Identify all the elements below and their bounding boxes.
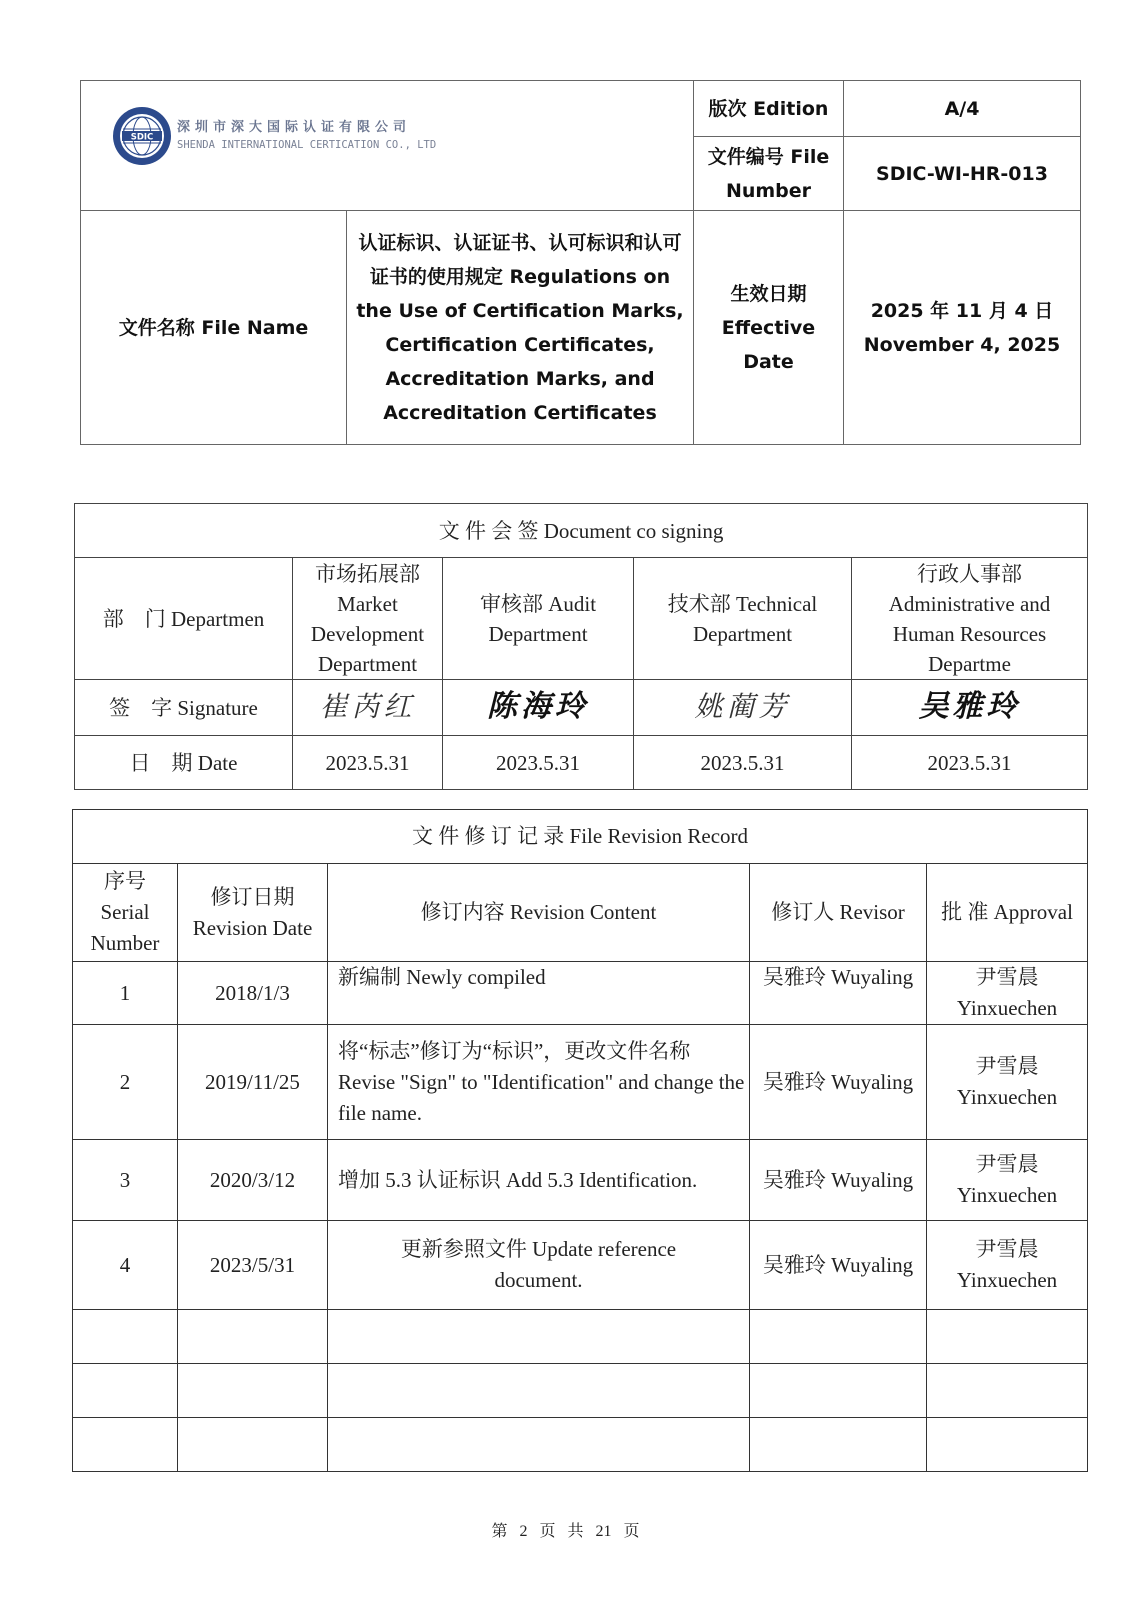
cell-serial	[73, 1364, 178, 1418]
cell-date	[178, 1310, 328, 1364]
table-row	[73, 1140, 1088, 1221]
cell-content: 更新参照文件 Update reference document.	[328, 1221, 750, 1310]
document-cosigning-table	[74, 503, 1088, 790]
company-name-en: SHENDA INTERNATIONAL CERTICATION CO., LTD	[177, 138, 437, 151]
cell-approval: 尹雪晨 Yinxuechen	[927, 1025, 1088, 1140]
effective-date-cn: 2025 年 11 月 4 日	[870, 299, 1054, 322]
revision-title: 文 件 修 订 记 录 File Revision Record	[73, 810, 1088, 864]
date-admin-hr: 2023.5.31	[852, 736, 1088, 790]
effective-date-value	[844, 211, 1081, 445]
header-revisor: 修订人 Revisor	[750, 864, 927, 962]
table-row	[73, 1221, 1088, 1310]
file-number-value: SDIC-WI-HR-013	[844, 137, 1081, 211]
cell-date: 2023/5/31	[178, 1221, 328, 1310]
cell-serial	[73, 1418, 178, 1472]
logo-text: SDIC	[130, 132, 154, 142]
cell-date: 2020/3/12	[178, 1140, 328, 1221]
cell-date: 2018/1/3	[178, 962, 328, 1025]
cell-serial: 2	[73, 1025, 178, 1140]
signature-audit	[443, 680, 634, 736]
header-serial: 序号 Serial Number	[73, 864, 178, 962]
cell-revisor	[750, 1310, 927, 1364]
signature-row-label: 签 字 Signature	[75, 680, 293, 736]
handwritten-signature: 陈海玲	[487, 688, 589, 724]
header-revision-content: 修订内容 Revision Content	[328, 864, 750, 962]
cell-revisor	[750, 1418, 927, 1472]
cell-revisor: 吴雅玲 Wuyaling	[750, 1025, 927, 1140]
table-row	[73, 962, 1088, 1025]
cell-serial: 4	[73, 1221, 178, 1310]
table-row-empty	[73, 1364, 1088, 1418]
effective-date-label: 生效日期 Effective Date	[694, 211, 844, 445]
file-name-label: 文件名称 File Name	[81, 211, 347, 445]
date-audit: 2023.5.31	[443, 736, 634, 790]
edition-value: A/4	[844, 81, 1081, 137]
header-approval: 批 准 Approval	[927, 864, 1088, 962]
file-revision-record-table	[72, 809, 1088, 1472]
cell-content: 增加 5.3 认证标识 Add 5.3 Identification.	[328, 1140, 750, 1221]
file-number-label: 文件编号 File Number	[694, 137, 844, 211]
cell-serial: 3	[73, 1140, 178, 1221]
page-number: 第 2 页 共 21 页	[491, 1523, 640, 1540]
signature-market	[293, 680, 443, 736]
date-technical: 2023.5.31	[634, 736, 852, 790]
cosign-title: 文 件 会 签 Document co signing	[75, 504, 1088, 558]
cell-content: 新编制 Newly compiled	[328, 962, 750, 1025]
cell-approval: 尹雪晨 Yinxuechen	[927, 1140, 1088, 1221]
file-name-value: 认证标识、认证证书、认可标识和认可证书的使用规定 Regulations on the Use of Certification Marks, Certification Certificates, Accreditation Marks, and Accreditation Certificates	[347, 211, 694, 445]
edition-label: 版次 Edition	[694, 81, 844, 137]
table-row	[73, 1025, 1088, 1140]
cell-date: 2019/11/25	[178, 1025, 328, 1140]
date-market: 2023.5.31	[293, 736, 443, 790]
department-row-label: 部 门 Departmen	[75, 558, 293, 680]
cell-revisor: 吴雅玲 Wuyaling	[750, 1221, 927, 1310]
cell-approval: 尹雪晨 Yinxuechen	[927, 1221, 1088, 1310]
header-revision-date: 修订日期 Revision Date	[178, 864, 328, 962]
cell-content	[328, 1418, 750, 1472]
cell-approval	[927, 1364, 1088, 1418]
cell-date	[178, 1364, 328, 1418]
signature-admin-hr	[852, 680, 1088, 736]
handwritten-signature: 姚蔺芳	[694, 689, 791, 723]
department-admin-hr: 行政人事部 Administrative and Human Resources Departme	[852, 558, 1088, 680]
cell-revisor	[750, 1364, 927, 1418]
cell-approval: 尹雪晨 Yinxuechen	[927, 962, 1088, 1025]
table-row-empty	[73, 1418, 1088, 1472]
handwritten-signature: 崔芮红	[319, 689, 416, 723]
cell-content	[328, 1310, 750, 1364]
cell-date	[178, 1418, 328, 1472]
cell-approval	[927, 1418, 1088, 1472]
department-technical: 技术部 Technical Department	[634, 558, 852, 680]
signature-technical	[634, 680, 852, 736]
cell-revisor: 吴雅玲 Wuyaling	[750, 962, 927, 1025]
company-name-cn: 深圳市深大国际认证有限公司	[177, 119, 412, 135]
effective-date-en: November 4, 2025	[863, 333, 1061, 356]
table-row-empty	[73, 1310, 1088, 1364]
cell-approval	[927, 1310, 1088, 1364]
cell-revisor: 吴雅玲 Wuyaling	[750, 1140, 927, 1221]
cell-serial: 1	[73, 962, 178, 1025]
company-logo-cell	[81, 81, 694, 211]
date-row-label: 日 期 Date	[75, 736, 293, 790]
document-header-table	[80, 80, 1081, 445]
cell-content	[328, 1364, 750, 1418]
cell-serial	[73, 1310, 178, 1364]
department-audit: 审核部 Audit Department	[443, 558, 634, 680]
handwritten-signature: 吴雅玲	[918, 688, 1021, 724]
sdic-logo-icon	[111, 105, 173, 167]
department-market: 市场拓展部 Market Development Department	[293, 558, 443, 680]
cell-content: 将“标志”修订为“标识”，更改文件名称 Revise "Sign" to "Identification" and change the file name.	[328, 1025, 750, 1140]
